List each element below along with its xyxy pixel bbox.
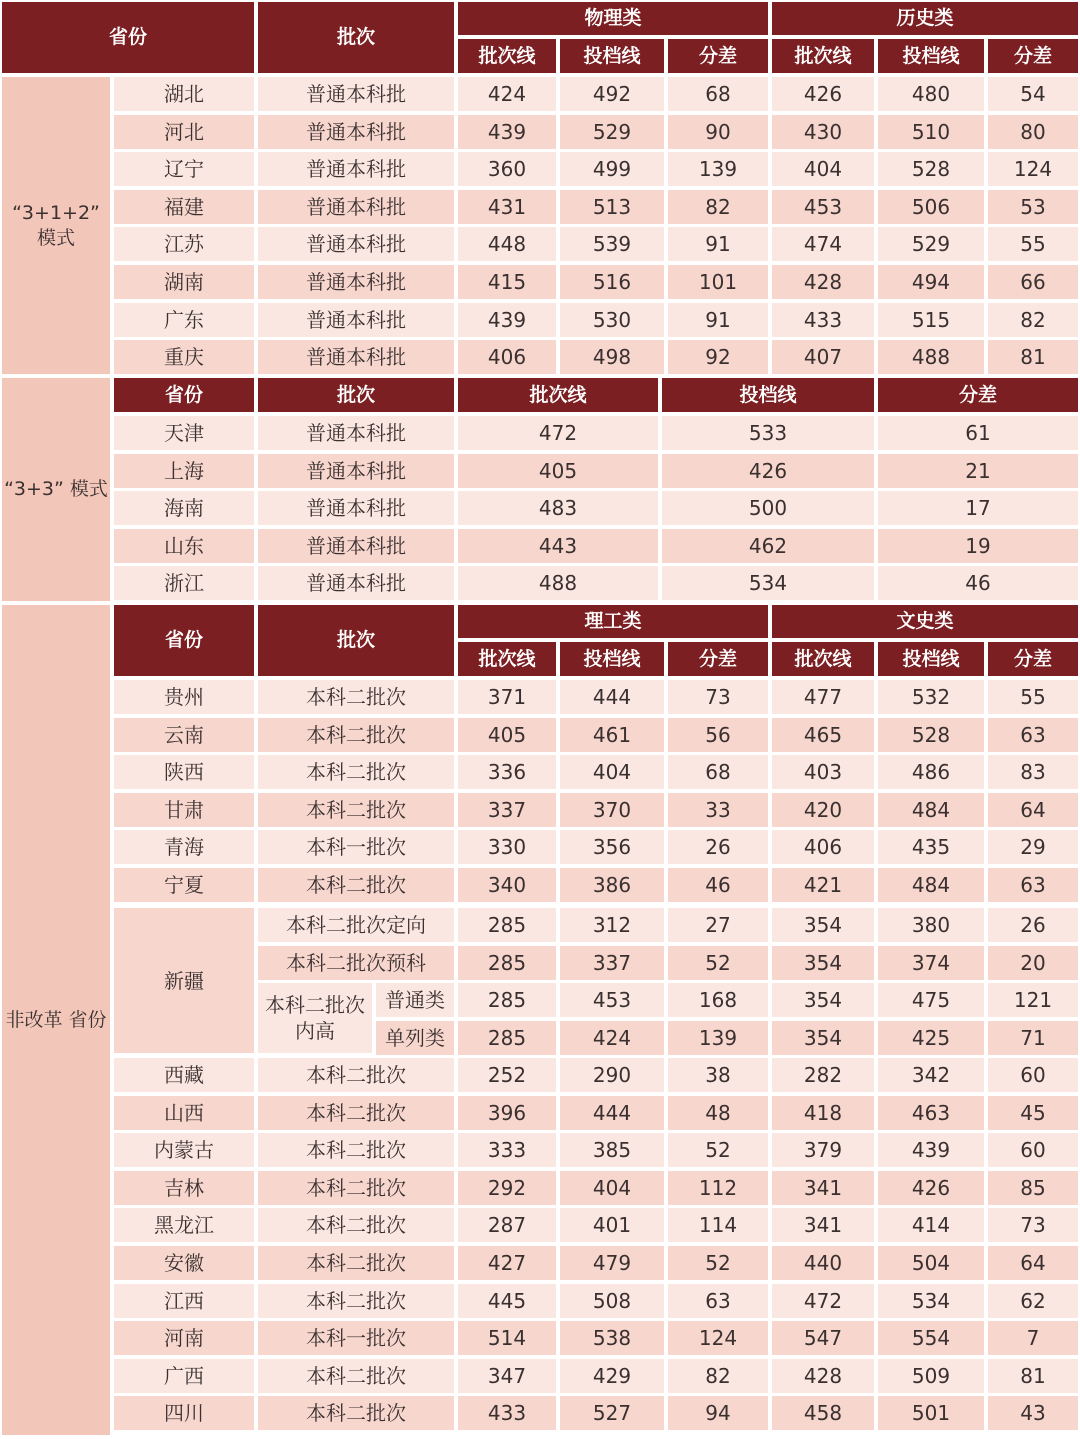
cell-batch-line: 488 xyxy=(458,566,658,600)
cell-phys-filing-line: 513 xyxy=(560,190,664,224)
cell-filing-line: 534 xyxy=(662,566,874,600)
cell-hist-filing-line: 488 xyxy=(878,340,984,374)
cell-phys-filing-line: 429 xyxy=(560,1359,664,1393)
cell-batch-line: 405 xyxy=(458,454,658,488)
cell-filing-line: 426 xyxy=(662,454,874,488)
mode-label-non-reform: 非改革 省份 xyxy=(2,605,110,1435)
cell-batch-line: 483 xyxy=(458,491,658,525)
cell-diff: 21 xyxy=(878,454,1078,488)
cell-phys-diff: 56 xyxy=(668,718,768,752)
cell-hist-filing-line: 435 xyxy=(878,830,984,864)
cell-hist-filing-line: 528 xyxy=(878,718,984,752)
cell-batch-line: 472 xyxy=(458,416,658,450)
cell-phys-diff: 168 xyxy=(668,983,768,1017)
cell-hist-filing-line: 504 xyxy=(878,1246,984,1280)
cell-hist-batch-line: 379 xyxy=(772,1133,874,1167)
header-physics-batch-line: 批次线 xyxy=(458,39,556,73)
cell-province: 贵州 xyxy=(114,680,254,714)
cell-phys-filing-line: 499 xyxy=(560,152,664,186)
cell-phys-diff: 139 xyxy=(668,1021,768,1055)
header-filing-line: 投档线 xyxy=(662,378,874,412)
cell-hist-diff: 80 xyxy=(988,115,1078,149)
cell-batch: 本科二批次定向 xyxy=(258,908,454,942)
cell-phys-diff: 101 xyxy=(668,265,768,299)
cell-province: 天津 xyxy=(114,416,254,450)
cell-hist-batch-line: 418 xyxy=(772,1096,874,1130)
cell-batch: 本科二批次 xyxy=(258,1246,454,1280)
cell-hist-diff: 55 xyxy=(988,680,1078,714)
cell-hist-filing-line: 534 xyxy=(878,1284,984,1318)
header-history-batch-line: 批次线 xyxy=(772,39,874,73)
cell-diff: 17 xyxy=(878,491,1078,525)
cell-phys-batch-line: 292 xyxy=(458,1171,556,1205)
cell-phys-diff: 33 xyxy=(668,793,768,827)
cell-phys-batch-line: 330 xyxy=(458,830,556,864)
cell-batch-line: 443 xyxy=(458,529,658,563)
cell-hist-diff: 83 xyxy=(988,755,1078,789)
header-arts-batch-line: 批次线 xyxy=(772,642,874,676)
cell-hist-batch-line: 406 xyxy=(772,830,874,864)
cell-province: 内蒙古 xyxy=(114,1133,254,1167)
cell-hist-filing-line: 506 xyxy=(878,190,984,224)
cell-batch: 本科二批次 xyxy=(258,1133,454,1167)
cell-phys-filing-line: 404 xyxy=(560,755,664,789)
cell-batch: 本科二批次 xyxy=(258,680,454,714)
cell-phys-batch-line: 448 xyxy=(458,227,556,261)
cell-hist-batch-line: 282 xyxy=(772,1058,874,1092)
cell-phys-batch-line: 445 xyxy=(458,1284,556,1318)
cell-phys-batch-line: 285 xyxy=(458,908,556,942)
cell-phys-batch-line: 424 xyxy=(458,77,556,111)
cell-hist-batch-line: 354 xyxy=(772,946,874,980)
cell-filing-line: 500 xyxy=(662,491,874,525)
cell-province: 上海 xyxy=(114,454,254,488)
cell-batch-neigao: 本科二批次 内高 xyxy=(258,983,372,1053)
cell-batch: 普通本科批 xyxy=(258,529,454,563)
cell-province: 山西 xyxy=(114,1096,254,1130)
cell-hist-batch-line: 341 xyxy=(772,1171,874,1205)
cell-phys-batch-line: 427 xyxy=(458,1246,556,1280)
cell-phys-batch-line: 287 xyxy=(458,1208,556,1242)
cell-phys-diff: 91 xyxy=(668,303,768,337)
cell-phys-diff: 52 xyxy=(668,1246,768,1280)
cell-phys-filing-line: 492 xyxy=(560,77,664,111)
cell-filing-line: 533 xyxy=(662,416,874,450)
cell-hist-batch-line: 433 xyxy=(772,303,874,337)
cell-hist-diff: 45 xyxy=(988,1096,1078,1130)
cell-batch: 普通本科批 xyxy=(258,190,454,224)
cell-hist-diff: 53 xyxy=(988,190,1078,224)
cell-hist-diff: 60 xyxy=(988,1058,1078,1092)
cell-phys-filing-line: 370 xyxy=(560,793,664,827)
cell-hist-filing-line: 480 xyxy=(878,77,984,111)
cell-phys-batch-line: 252 xyxy=(458,1058,556,1092)
cell-hist-filing-line: 342 xyxy=(878,1058,984,1092)
cell-batch: 本科一批次 xyxy=(258,1321,454,1355)
cell-hist-diff: 85 xyxy=(988,1171,1078,1205)
cell-province: 四川 xyxy=(114,1396,254,1430)
cell-phys-diff: 26 xyxy=(668,830,768,864)
cell-province: 福建 xyxy=(114,190,254,224)
cell-hist-batch-line: 407 xyxy=(772,340,874,374)
cell-phys-batch-line: 406 xyxy=(458,340,556,374)
cell-hist-batch-line: 428 xyxy=(772,265,874,299)
cell-batch: 普通本科批 xyxy=(258,227,454,261)
cell-phys-batch-line: 514 xyxy=(458,1321,556,1355)
cell-province: 山东 xyxy=(114,529,254,563)
cell-hist-batch-line: 472 xyxy=(772,1284,874,1318)
header-batch-line: 批次线 xyxy=(458,378,658,412)
cell-hist-filing-line: 463 xyxy=(878,1096,984,1130)
cell-phys-batch-line: 371 xyxy=(458,680,556,714)
header-physics-filing-line: 投档线 xyxy=(560,39,664,73)
cell-batch: 本科二批次 xyxy=(258,1171,454,1205)
cell-hist-filing-line: 426 xyxy=(878,1171,984,1205)
cell-batch: 本科二批次预科 xyxy=(258,946,454,980)
header-province: 省份 xyxy=(114,378,254,412)
cell-hist-filing-line: 510 xyxy=(878,115,984,149)
cell-hist-filing-line: 484 xyxy=(878,868,984,902)
cell-phys-diff: 63 xyxy=(668,1284,768,1318)
cell-province: 甘肃 xyxy=(114,793,254,827)
cell-province: 云南 xyxy=(114,718,254,752)
cell-hist-batch-line: 420 xyxy=(772,793,874,827)
cell-province: 河北 xyxy=(114,115,254,149)
cell-phys-diff: 48 xyxy=(668,1096,768,1130)
cell-hist-filing-line: 475 xyxy=(878,983,984,1017)
header-batch: 批次 xyxy=(258,378,454,412)
cell-hist-diff: 71 xyxy=(988,1021,1078,1055)
cell-phys-diff: 38 xyxy=(668,1058,768,1092)
cell-batch: 普通本科批 xyxy=(258,340,454,374)
cell-batch: 普通本科批 xyxy=(258,152,454,186)
cell-batch: 本科二批次 xyxy=(258,1359,454,1393)
cell-hist-diff: 60 xyxy=(988,1133,1078,1167)
cell-province: 海南 xyxy=(114,491,254,525)
cell-batch: 本科一批次 xyxy=(258,830,454,864)
cell-hist-diff: 20 xyxy=(988,946,1078,980)
cell-hist-diff: 81 xyxy=(988,1359,1078,1393)
cell-batch: 本科二批次 xyxy=(258,1396,454,1430)
cell-hist-batch-line: 474 xyxy=(772,227,874,261)
cell-phys-filing-line: 290 xyxy=(560,1058,664,1092)
cell-phys-batch-line: 405 xyxy=(458,718,556,752)
cell-hist-batch-line: 428 xyxy=(772,1359,874,1393)
header-physics: 物理类 xyxy=(458,2,768,35)
cell-hist-diff: 66 xyxy=(988,265,1078,299)
cell-province: 湖南 xyxy=(114,265,254,299)
cell-phys-filing-line: 444 xyxy=(560,680,664,714)
cell-phys-filing-line: 539 xyxy=(560,227,664,261)
cell-phys-filing-line: 516 xyxy=(560,265,664,299)
cell-province: 江西 xyxy=(114,1284,254,1318)
cell-province-xinjiang: 新疆 xyxy=(114,908,254,1053)
header-arts-filing-line: 投档线 xyxy=(878,642,984,676)
cell-hist-batch-line: 354 xyxy=(772,1021,874,1055)
cell-hist-batch-line: 421 xyxy=(772,868,874,902)
header-history-filing-line: 投档线 xyxy=(878,39,984,73)
cell-hist-batch-line: 465 xyxy=(772,718,874,752)
cell-hist-filing-line: 484 xyxy=(878,793,984,827)
cell-hist-diff: 121 xyxy=(988,983,1078,1017)
mode-label-3-1-2: “3+1+2” 模式 xyxy=(2,77,110,374)
cell-hist-batch-line: 341 xyxy=(772,1208,874,1242)
cell-province: 江苏 xyxy=(114,227,254,261)
cell-province: 陕西 xyxy=(114,755,254,789)
cell-hist-batch-line: 453 xyxy=(772,190,874,224)
cell-hist-filing-line: 439 xyxy=(878,1133,984,1167)
header-batch: 批次 xyxy=(258,2,454,73)
cell-phys-filing-line: 529 xyxy=(560,115,664,149)
header-science-diff: 分差 xyxy=(668,642,768,676)
cell-phys-diff: 46 xyxy=(668,868,768,902)
cell-hist-diff: 73 xyxy=(988,1208,1078,1242)
cell-province: 辽宁 xyxy=(114,152,254,186)
cell-diff: 61 xyxy=(878,416,1078,450)
cell-phys-batch-line: 337 xyxy=(458,793,556,827)
cell-hist-diff: 63 xyxy=(988,718,1078,752)
cell-hist-batch-line: 354 xyxy=(772,908,874,942)
cell-phys-diff: 94 xyxy=(668,1396,768,1430)
header-province: 省份 xyxy=(2,2,254,73)
cell-hist-filing-line: 425 xyxy=(878,1021,984,1055)
cell-batch: 本科二批次 xyxy=(258,868,454,902)
cell-phys-diff: 73 xyxy=(668,680,768,714)
header-science: 理工类 xyxy=(458,605,768,638)
cell-phys-batch-line: 415 xyxy=(458,265,556,299)
cell-hist-diff: 55 xyxy=(988,227,1078,261)
cell-phys-filing-line: 461 xyxy=(560,718,664,752)
cell-batch: 本科二批次 xyxy=(258,718,454,752)
cell-batch: 本科二批次 xyxy=(258,1208,454,1242)
cell-hist-diff: 64 xyxy=(988,793,1078,827)
cell-hist-diff: 64 xyxy=(988,1246,1078,1280)
cell-phys-batch-line: 336 xyxy=(458,755,556,789)
cell-phys-filing-line: 404 xyxy=(560,1171,664,1205)
cell-hist-batch-line: 354 xyxy=(772,983,874,1017)
cell-province: 黑龙江 xyxy=(114,1208,254,1242)
header-history: 历史类 xyxy=(772,2,1078,35)
cell-batch: 本科二批次 xyxy=(258,793,454,827)
cell-phys-diff: 112 xyxy=(668,1171,768,1205)
cell-phys-filing-line: 337 xyxy=(560,946,664,980)
cell-phys-diff: 124 xyxy=(668,1321,768,1355)
cell-hist-filing-line: 374 xyxy=(878,946,984,980)
cell-phys-diff: 68 xyxy=(668,77,768,111)
cell-phys-filing-line: 385 xyxy=(560,1133,664,1167)
cell-phys-diff: 52 xyxy=(668,946,768,980)
cell-hist-diff: 43 xyxy=(988,1396,1078,1430)
cell-hist-diff: 54 xyxy=(988,77,1078,111)
mode-label-3-3: “3+3” 模式 xyxy=(2,378,110,601)
cell-filing-line: 462 xyxy=(662,529,874,563)
header-batch: 批次 xyxy=(258,605,454,676)
cell-hist-filing-line: 501 xyxy=(878,1396,984,1430)
cell-phys-batch-line: 439 xyxy=(458,115,556,149)
cell-phys-batch-line: 285 xyxy=(458,1021,556,1055)
cell-batch: 普通本科批 xyxy=(258,265,454,299)
cell-phys-diff: 91 xyxy=(668,227,768,261)
cell-batch: 本科二批次 xyxy=(258,1284,454,1318)
cell-phys-batch-line: 360 xyxy=(458,152,556,186)
header-science-filing-line: 投档线 xyxy=(560,642,664,676)
cell-hist-filing-line: 515 xyxy=(878,303,984,337)
cell-hist-filing-line: 414 xyxy=(878,1208,984,1242)
cell-hist-diff: 124 xyxy=(988,152,1078,186)
cell-province: 重庆 xyxy=(114,340,254,374)
cell-hist-filing-line: 494 xyxy=(878,265,984,299)
cell-hist-batch-line: 403 xyxy=(772,755,874,789)
cell-phys-diff: 139 xyxy=(668,152,768,186)
cell-province: 广西 xyxy=(114,1359,254,1393)
cell-hist-filing-line: 532 xyxy=(878,680,984,714)
cell-batch: 普通本科批 xyxy=(258,416,454,450)
cell-province: 吉林 xyxy=(114,1171,254,1205)
cell-phys-diff: 82 xyxy=(668,1359,768,1393)
cell-hist-diff: 26 xyxy=(988,908,1078,942)
cell-batch: 普通本科批 xyxy=(258,303,454,337)
cell-hist-filing-line: 380 xyxy=(878,908,984,942)
cell-batch: 本科二批次 xyxy=(258,755,454,789)
cell-phys-batch-line: 431 xyxy=(458,190,556,224)
cell-phys-filing-line: 424 xyxy=(560,1021,664,1055)
cell-province: 浙江 xyxy=(114,566,254,600)
cell-hist-diff: 29 xyxy=(988,830,1078,864)
cell-batch: 普通本科批 xyxy=(258,77,454,111)
cell-phys-diff: 114 xyxy=(668,1208,768,1242)
cell-phys-batch-line: 333 xyxy=(458,1133,556,1167)
cell-province: 安徽 xyxy=(114,1246,254,1280)
cell-phys-diff: 27 xyxy=(668,908,768,942)
cell-hist-diff: 7 xyxy=(988,1321,1078,1355)
cell-phys-filing-line: 356 xyxy=(560,830,664,864)
cell-phys-filing-line: 386 xyxy=(560,868,664,902)
cell-phys-batch-line: 396 xyxy=(458,1096,556,1130)
cell-phys-filing-line: 530 xyxy=(560,303,664,337)
cell-hist-filing-line: 554 xyxy=(878,1321,984,1355)
cell-phys-batch-line: 340 xyxy=(458,868,556,902)
cell-hist-filing-line: 529 xyxy=(878,227,984,261)
cell-phys-filing-line: 479 xyxy=(560,1246,664,1280)
cell-hist-batch-line: 477 xyxy=(772,680,874,714)
cell-batch-sub: 普通类 xyxy=(376,983,454,1017)
cell-batch: 普通本科批 xyxy=(258,115,454,149)
cell-phys-filing-line: 508 xyxy=(560,1284,664,1318)
cell-hist-filing-line: 486 xyxy=(878,755,984,789)
cell-hist-filing-line: 528 xyxy=(878,152,984,186)
cell-phys-batch-line: 439 xyxy=(458,303,556,337)
cell-phys-batch-line: 433 xyxy=(458,1396,556,1430)
cell-hist-diff: 62 xyxy=(988,1284,1078,1318)
cell-province: 广东 xyxy=(114,303,254,337)
cell-phys-filing-line: 453 xyxy=(560,983,664,1017)
cell-phys-batch-line: 285 xyxy=(458,946,556,980)
cell-phys-diff: 68 xyxy=(668,755,768,789)
cell-phys-filing-line: 498 xyxy=(560,340,664,374)
cell-phys-batch-line: 285 xyxy=(458,983,556,1017)
cell-province: 湖北 xyxy=(114,77,254,111)
cell-hist-batch-line: 547 xyxy=(772,1321,874,1355)
cell-phys-diff: 52 xyxy=(668,1133,768,1167)
cell-diff: 46 xyxy=(878,566,1078,600)
cell-hist-batch-line: 426 xyxy=(772,77,874,111)
header-science-batch-line: 批次线 xyxy=(458,642,556,676)
cell-batch: 普通本科批 xyxy=(258,566,454,600)
cell-hist-batch-line: 458 xyxy=(772,1396,874,1430)
cell-hist-batch-line: 440 xyxy=(772,1246,874,1280)
cell-batch: 本科二批次 xyxy=(258,1096,454,1130)
cell-phys-filing-line: 312 xyxy=(560,908,664,942)
cell-batch: 普通本科批 xyxy=(258,491,454,525)
header-province: 省份 xyxy=(114,605,254,676)
cell-hist-filing-line: 509 xyxy=(878,1359,984,1393)
cell-phys-filing-line: 401 xyxy=(560,1208,664,1242)
cell-phys-diff: 90 xyxy=(668,115,768,149)
cell-hist-diff: 81 xyxy=(988,340,1078,374)
cell-phys-filing-line: 444 xyxy=(560,1096,664,1130)
cell-phys-diff: 82 xyxy=(668,190,768,224)
header-arts: 文史类 xyxy=(772,605,1078,638)
cell-batch-sub: 单列类 xyxy=(376,1021,454,1055)
cell-hist-batch-line: 404 xyxy=(772,152,874,186)
cell-province: 西藏 xyxy=(114,1058,254,1092)
cell-province: 宁夏 xyxy=(114,868,254,902)
cell-batch: 本科二批次 xyxy=(258,1058,454,1092)
cell-hist-diff: 82 xyxy=(988,303,1078,337)
cell-province: 河南 xyxy=(114,1321,254,1355)
cell-diff: 19 xyxy=(878,529,1078,563)
cell-phys-batch-line: 347 xyxy=(458,1359,556,1393)
cell-phys-filing-line: 527 xyxy=(560,1396,664,1430)
header-physics-diff: 分差 xyxy=(668,39,768,73)
cell-province: 青海 xyxy=(114,830,254,864)
cell-phys-filing-line: 538 xyxy=(560,1321,664,1355)
header-arts-diff: 分差 xyxy=(988,642,1078,676)
cell-hist-batch-line: 430 xyxy=(772,115,874,149)
header-history-diff: 分差 xyxy=(988,39,1078,73)
cell-phys-diff: 92 xyxy=(668,340,768,374)
header-diff: 分差 xyxy=(878,378,1078,412)
cell-batch: 普通本科批 xyxy=(258,454,454,488)
cell-hist-diff: 63 xyxy=(988,868,1078,902)
